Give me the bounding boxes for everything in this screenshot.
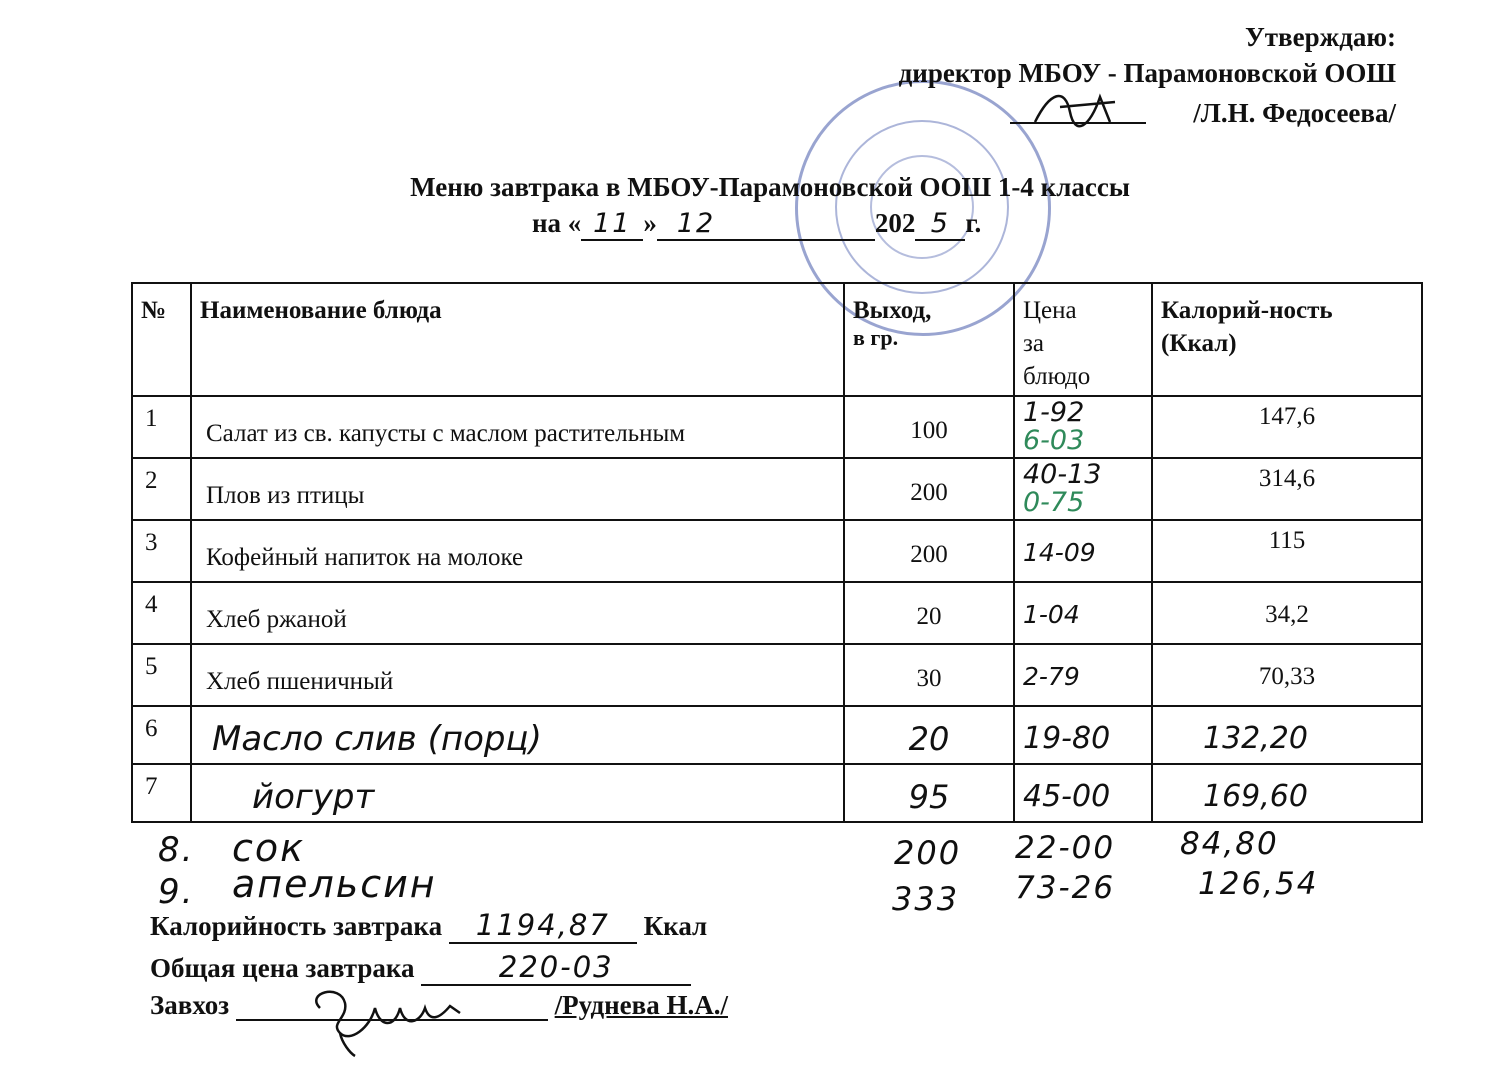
row-price: 19-80 <box>1014 706 1152 764</box>
total-price-label: Общая цена завтрака <box>150 953 415 983</box>
extra-row-calories: 126,54 <box>1198 866 1319 902</box>
header-dish-name: Наименование блюда <box>191 283 844 396</box>
table-row <box>132 706 1422 764</box>
row-num: 1 <box>132 396 191 458</box>
row-num: 2 <box>132 458 191 520</box>
row-price <box>1014 396 1152 458</box>
row-dish-name: йогурт <box>191 764 844 822</box>
table-row <box>132 644 1422 706</box>
row-price: 2-79 <box>1014 644 1152 706</box>
extra-row-dish-name: сок <box>232 826 306 870</box>
row-yield: 200 <box>844 520 1014 582</box>
row-price-line1: 1-92 <box>1023 397 1085 428</box>
row-dish-name: Масло слив (порц) <box>191 706 844 764</box>
row-dish-name: Салат из св. капусты с маслом растительным <box>191 396 844 458</box>
header-calories-line1: Калорий-ность <box>1161 297 1333 324</box>
date-prefix: на « <box>532 208 582 238</box>
manager-label: Завхоз <box>150 990 230 1020</box>
extra-row-price: 22-00 <box>1015 830 1116 866</box>
director-signature <box>1030 82 1120 132</box>
total-price-value: 220-03 <box>421 950 691 986</box>
approval-heading: Утверждаю: <box>1244 22 1396 52</box>
header-num: № <box>132 283 191 396</box>
approval-director: директор МБОУ - Парамоновской ООШ <box>898 58 1396 88</box>
header-price-line3: блюдо <box>1023 363 1091 390</box>
date-year-prefix: 202 <box>874 208 916 238</box>
row-num: 7 <box>132 764 191 822</box>
page-title: Меню завтрака в МБОУ-Парамоновской ООШ 1-4 классы <box>410 172 1130 202</box>
manager-signature <box>300 978 470 1058</box>
table-header-row <box>132 283 1422 396</box>
extra-row-price: 73-26 <box>1015 870 1116 906</box>
date-year-suffix: 5 <box>915 208 965 241</box>
date-day: 11 <box>581 208 643 241</box>
row-price <box>1014 458 1152 520</box>
table-row <box>132 458 1422 520</box>
row-dish-name: Хлеб ржаной <box>191 582 844 644</box>
date-month: 12 <box>657 208 875 241</box>
row-calories: 147,6 <box>1152 396 1422 458</box>
row-price-line2: 0-75 <box>1023 487 1085 518</box>
row-yield: 95 <box>844 764 1014 822</box>
date-end: г. <box>965 208 982 238</box>
row-calories: 34,2 <box>1152 582 1422 644</box>
row-calories: 169,60 <box>1152 764 1422 822</box>
header-yield <box>844 283 1014 396</box>
calories-value: 1194,87 <box>449 908 637 944</box>
row-price-line2: 6-03 <box>1023 425 1085 456</box>
row-num: 3 <box>132 520 191 582</box>
row-calories: 70,33 <box>1152 644 1422 706</box>
extra-row-yield: 333 <box>892 880 960 918</box>
header-price-line1: Цена <box>1023 297 1077 324</box>
calories-unit: Ккал <box>643 911 708 941</box>
table-row <box>132 520 1422 582</box>
header-yield-line2: в гр. <box>853 325 899 350</box>
extra-row-num: 8. <box>158 830 195 870</box>
extra-row-yield: 200 <box>894 834 962 872</box>
extra-row-calories: 84,80 <box>1180 826 1279 862</box>
row-price: 45-00 <box>1014 764 1152 822</box>
row-price: 1-04 <box>1014 582 1152 644</box>
header-calories <box>1152 283 1422 396</box>
row-calories: 115 <box>1152 520 1422 582</box>
menu-date <box>532 208 981 241</box>
date-mid: » <box>643 208 657 238</box>
table-row <box>132 582 1422 644</box>
header-price <box>1014 283 1152 396</box>
row-yield: 20 <box>844 582 1014 644</box>
approval-director-name: /Л.Н. Федосеева/ <box>1193 98 1396 128</box>
row-num: 4 <box>132 582 191 644</box>
row-calories: 314,6 <box>1152 458 1422 520</box>
row-dish-name: Хлеб пшеничный <box>191 644 844 706</box>
menu-table <box>131 282 1423 823</box>
manager-name: /Руднева Н.А./ <box>554 990 728 1020</box>
row-dish-name: Плов из птицы <box>191 458 844 520</box>
header-calories-line2: (Ккал) <box>1161 330 1237 357</box>
row-price: 14-09 <box>1014 520 1152 582</box>
row-dish-name: Кофейный напиток на молоке <box>191 520 844 582</box>
row-num: 5 <box>132 644 191 706</box>
row-num: 6 <box>132 706 191 764</box>
header-price-line2: за <box>1023 330 1044 357</box>
table-row <box>132 396 1422 458</box>
official-stamp-center <box>870 155 974 259</box>
table-row <box>132 764 1422 822</box>
header-yield-line1: Выход, <box>853 297 932 324</box>
extra-row-num: 9. <box>158 872 195 912</box>
row-calories: 132,20 <box>1152 706 1422 764</box>
calories-summary <box>150 908 707 944</box>
row-yield: 20 <box>844 706 1014 764</box>
calories-label: Калорийность завтрака <box>150 911 443 941</box>
row-yield: 30 <box>844 644 1014 706</box>
extra-row-dish-name: апельсин <box>232 862 437 906</box>
row-price-line1: 40-13 <box>1023 459 1102 490</box>
row-yield: 200 <box>844 458 1014 520</box>
row-yield: 100 <box>844 396 1014 458</box>
